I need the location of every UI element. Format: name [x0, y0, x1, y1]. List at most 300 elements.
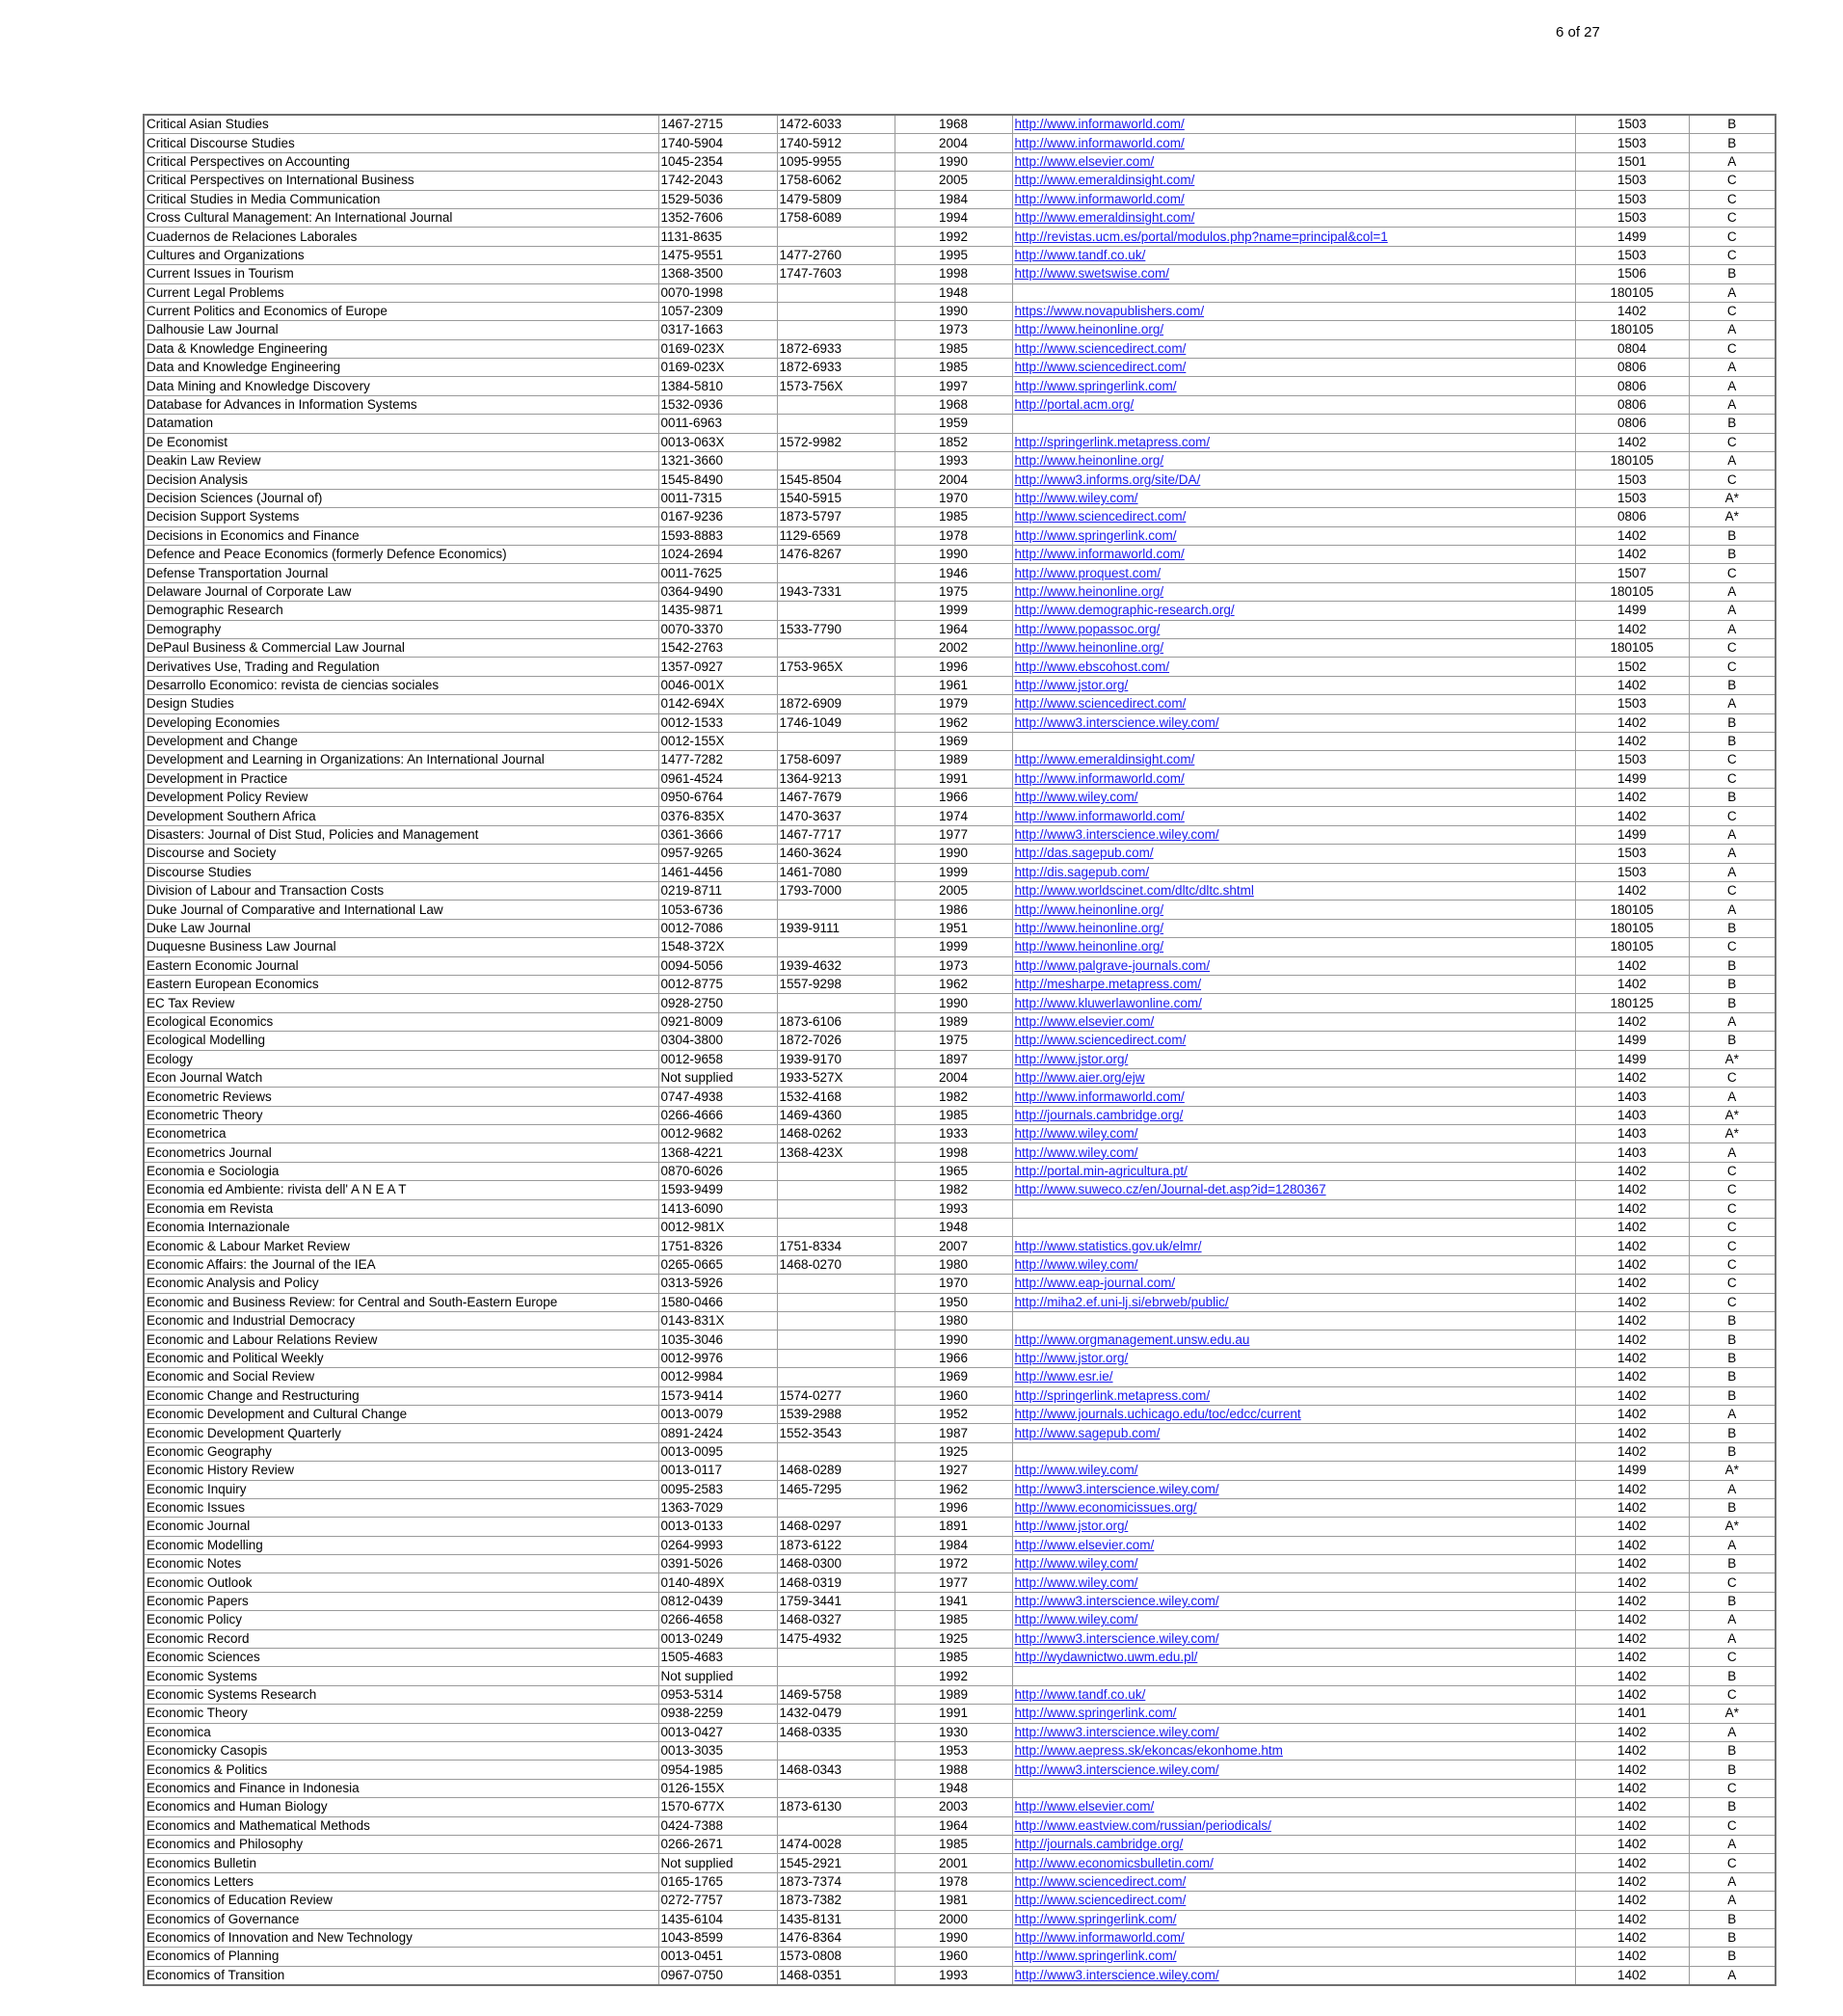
for-code-cell: 1499: [1575, 228, 1689, 246]
website-link[interactable]: http://www.emeraldinsight.com/: [1014, 752, 1195, 767]
journal-title-cell: Economics of Transition: [144, 1966, 658, 1985]
website-cell: [1012, 1816, 1575, 1835]
rank-cell: A: [1689, 695, 1776, 713]
rank-cell: B: [1689, 994, 1776, 1012]
website-link[interactable]: http://www.proquest.com/: [1014, 565, 1162, 580]
website-cell: [1012, 1032, 1575, 1050]
for-code-cell: 1402: [1575, 1498, 1689, 1517]
rank-cell: B: [1689, 1424, 1776, 1442]
eissn-cell: [777, 638, 895, 657]
eissn-cell: 1933-527X: [777, 1068, 895, 1087]
year-cell: 1959: [895, 415, 1012, 433]
for-code-cell: 1402: [1575, 1723, 1689, 1741]
table-row: [144, 283, 1776, 302]
website-link[interactable]: http://www3.interscience.wiley.com/: [1014, 1724, 1219, 1739]
website-cell: [1012, 1498, 1575, 1517]
rank-cell: B: [1689, 526, 1776, 545]
website-link[interactable]: http://www.informaworld.com/: [1014, 1089, 1185, 1104]
eissn-cell: 1939-4632: [777, 956, 895, 975]
table-row: [144, 1555, 1776, 1573]
website-cell: [1012, 134, 1575, 152]
rank-cell: C: [1689, 190, 1776, 208]
website-link[interactable]: http://www.statistics.gov.uk/elmr/: [1014, 1238, 1202, 1253]
website-link[interactable]: http://www.economicissues.org/: [1014, 1500, 1197, 1516]
eissn-cell: [777, 283, 895, 302]
rank-cell: A: [1689, 452, 1776, 470]
website-link[interactable]: http://www.wiley.com/: [1014, 491, 1138, 505]
issn-cell: 1467-2715: [658, 115, 777, 134]
journal-title-cell: Economic History Review: [144, 1462, 658, 1480]
journal-title-cell: Division of Labour and Transaction Costs: [144, 882, 658, 900]
website-link[interactable]: http://www.springerlink.com/: [1014, 1911, 1177, 1926]
table-row: [144, 882, 1776, 900]
website-link[interactable]: http://www.heinonline.org/: [1014, 322, 1164, 337]
table-row: [144, 1629, 1776, 1648]
issn-cell: 0264-9993: [658, 1536, 777, 1554]
website-link[interactable]: http://www.wiley.com/: [1014, 1612, 1138, 1627]
issn-cell: 1475-9551: [658, 246, 777, 264]
website-link[interactable]: http://www.jstor.org/: [1014, 1519, 1129, 1534]
for-code-cell: 1403: [1575, 1125, 1689, 1143]
eissn-cell: [777, 938, 895, 956]
eissn-cell: 1475-4932: [777, 1629, 895, 1648]
website-link[interactable]: http://www.tandf.co.uk/: [1014, 1687, 1146, 1702]
website-cell: [1012, 845, 1575, 863]
website-link[interactable]: http://www.wiley.com/: [1014, 1556, 1138, 1572]
website-link[interactable]: http://www.informaworld.com/: [1014, 770, 1185, 786]
year-cell: 1991: [895, 769, 1012, 788]
website-link[interactable]: http://www.elsevier.com/: [1014, 1013, 1155, 1029]
eissn-cell: [777, 1368, 895, 1386]
issn-cell: 0169-023X: [658, 359, 777, 377]
website-link[interactable]: http://www.informaworld.com/: [1014, 1930, 1185, 1946]
table-row: [144, 582, 1776, 601]
issn-cell: 0012-9984: [658, 1368, 777, 1386]
website-link[interactable]: http://www.heinonline.org/: [1014, 453, 1164, 469]
rank-cell: C: [1689, 302, 1776, 320]
eissn-cell: 1467-7679: [777, 789, 895, 807]
year-cell: 1977: [895, 1573, 1012, 1592]
website-cell: [1012, 452, 1575, 470]
for-code-cell: 1503: [1575, 751, 1689, 769]
for-code-cell: 1402: [1575, 1368, 1689, 1386]
year-cell: 2004: [895, 1068, 1012, 1087]
website-link[interactable]: http://www3.interscience.wiley.com/: [1014, 1630, 1219, 1646]
year-cell: 1978: [895, 1872, 1012, 1891]
website-link[interactable]: http://portal.min-agricultura.pt/: [1014, 1164, 1188, 1179]
journal-title-cell: Economic and Social Review: [144, 1368, 658, 1386]
issn-cell: 0812-0439: [658, 1592, 777, 1610]
issn-cell: 0953-5314: [658, 1685, 777, 1704]
website-link[interactable]: http://www.sciencedirect.com/: [1014, 1033, 1187, 1048]
journal-title-cell: Economia em Revista: [144, 1199, 658, 1218]
issn-cell: 0266-4658: [658, 1611, 777, 1629]
website-link[interactable]: http://dis.sagepub.com/: [1014, 864, 1150, 879]
table-row: [144, 508, 1776, 526]
year-cell: 1998: [895, 1143, 1012, 1162]
website-link[interactable]: http://www.jstor.org/: [1014, 1051, 1129, 1066]
journal-title-cell: Economics & Politics: [144, 1761, 658, 1779]
table-row: [144, 769, 1776, 788]
website-link[interactable]: http://revistas.ucm.es/portal/modulos.php?name=principal&col=1: [1014, 228, 1388, 244]
website-link[interactable]: http://www.heinonline.org/: [1014, 920, 1164, 935]
website-cell: [1012, 1966, 1575, 1985]
journal-title-cell: Economic and Political Weekly: [144, 1349, 658, 1367]
eissn-cell: 1746-1049: [777, 713, 895, 732]
year-cell: 1999: [895, 863, 1012, 881]
table-row: [144, 900, 1776, 919]
eissn-cell: [777, 732, 895, 750]
website-link[interactable]: http://www.springerlink.com/: [1014, 1949, 1177, 1964]
website-cell: [1012, 1629, 1575, 1648]
table-row: [144, 377, 1776, 395]
journal-title-cell: Decisions in Economics and Finance: [144, 526, 658, 545]
website-link[interactable]: http://wydawnictwo.uwm.edu.pl/: [1014, 1650, 1198, 1665]
website-link[interactable]: http://www3.informs.org/site/DA/: [1014, 471, 1201, 487]
year-cell: 1966: [895, 789, 1012, 807]
website-cell: [1012, 1685, 1575, 1704]
journal-title-cell: Economic & Labour Market Review: [144, 1237, 658, 1255]
rank-cell: A*: [1689, 1705, 1776, 1723]
table-row: [144, 321, 1776, 339]
journal-title-cell: Critical Perspectives on Accounting: [144, 152, 658, 171]
table-row: [144, 1386, 1776, 1405]
website-link[interactable]: http://www.elsevier.com/: [1014, 153, 1155, 169]
year-cell: 1960: [895, 1386, 1012, 1405]
year-cell: 1990: [895, 545, 1012, 563]
year-cell: 1978: [895, 526, 1012, 545]
year-cell: 1970: [895, 489, 1012, 507]
table-row: [144, 938, 1776, 956]
issn-cell: 0126-155X: [658, 1779, 777, 1797]
website-cell: [1012, 1892, 1575, 1910]
table-row: [144, 1649, 1776, 1667]
issn-cell: 1580-0466: [658, 1293, 777, 1311]
for-code-cell: 1503: [1575, 190, 1689, 208]
website-link[interactable]: http://www.sagepub.com/: [1014, 1425, 1161, 1440]
website-link[interactable]: http://www.wiley.com/: [1014, 1144, 1138, 1160]
rank-cell: B: [1689, 1761, 1776, 1779]
year-cell: 1985: [895, 1611, 1012, 1629]
website-link[interactable]: http://journals.cambridge.org/: [1014, 1107, 1184, 1122]
year-cell: 1948: [895, 1779, 1012, 1797]
website-cell: [1012, 1424, 1575, 1442]
website-link[interactable]: http://www.emeraldinsight.com/: [1014, 210, 1195, 226]
year-cell: 1980: [895, 1255, 1012, 1274]
table-row: [144, 190, 1776, 208]
for-code-cell: 1402: [1575, 1442, 1689, 1461]
website-link[interactable]: http://www.ebscohost.com/: [1014, 659, 1170, 674]
journal-title-cell: Duke Journal of Comparative and International Law: [144, 900, 658, 919]
rank-cell: C: [1689, 1573, 1776, 1592]
table-row: [144, 1368, 1776, 1386]
year-cell: 1985: [895, 1106, 1012, 1124]
website-link[interactable]: http://www.suweco.cz/en/Journal-det.asp?id=1280367: [1014, 1182, 1326, 1197]
table-row: [144, 1741, 1776, 1760]
website-link[interactable]: http://www3.interscience.wiley.com/: [1014, 1761, 1219, 1777]
year-cell: 1991: [895, 1705, 1012, 1723]
table-row: [144, 564, 1776, 582]
journal-title-cell: Duke Law Journal: [144, 919, 658, 937]
website-link[interactable]: http://das.sagepub.com/: [1014, 846, 1154, 861]
eissn-cell: [777, 1816, 895, 1835]
website-link[interactable]: http://www.swetswise.com/: [1014, 266, 1170, 282]
rank-cell: C: [1689, 1219, 1776, 1237]
rank-cell: A: [1689, 620, 1776, 638]
journal-title-cell: Current Legal Problems: [144, 283, 658, 302]
eissn-cell: 1557-9298: [777, 975, 895, 993]
website-cell: [1012, 695, 1575, 713]
website-link[interactable]: http://www.popassoc.org/: [1014, 621, 1161, 636]
for-code-cell: 1402: [1575, 1685, 1689, 1704]
journal-title-cell: Defense Transportation Journal: [144, 564, 658, 582]
website-link[interactable]: http://miha2.ef.uni-lj.si/ebrweb/public/: [1014, 1294, 1229, 1309]
issn-cell: 0376-835X: [658, 807, 777, 825]
website-link[interactable]: http://www.sciencedirect.com/: [1014, 696, 1187, 712]
website-link[interactable]: http://www.informaworld.com/: [1014, 808, 1185, 823]
website-cell: [1012, 433, 1575, 451]
rank-cell: B: [1689, 1741, 1776, 1760]
issn-cell: 1057-2309: [658, 302, 777, 320]
year-cell: 1989: [895, 751, 1012, 769]
table-row: [144, 1910, 1776, 1928]
website-link[interactable]: http://www.elsevier.com/: [1014, 1799, 1155, 1814]
for-code-cell: 1402: [1575, 1779, 1689, 1797]
rank-cell: B: [1689, 1667, 1776, 1685]
website-link[interactable]: http://www.orgmanagement.unsw.edu.au: [1014, 1331, 1250, 1347]
website-cell: [1012, 1462, 1575, 1480]
eissn-cell: 1470-3637: [777, 807, 895, 825]
year-cell: 1989: [895, 1012, 1012, 1031]
year-cell: 1972: [895, 1555, 1012, 1573]
website-link[interactable]: http://www.economicsbulletin.com/: [1014, 1855, 1214, 1870]
table-row: [144, 1798, 1776, 1816]
table-row: [144, 1237, 1776, 1255]
rank-cell: C: [1689, 1649, 1776, 1667]
eissn-cell: [777, 994, 895, 1012]
table-row: [144, 1275, 1776, 1293]
website-link[interactable]: http://www.informaworld.com/: [1014, 117, 1185, 132]
issn-cell: 1593-9499: [658, 1181, 777, 1199]
journal-title-cell: Economia e Sociologia: [144, 1162, 658, 1180]
table-row: [144, 1948, 1776, 1966]
journal-title-cell: Cultures and Organizations: [144, 246, 658, 264]
website-link[interactable]: http://www.sciencedirect.com/: [1014, 340, 1187, 356]
website-link[interactable]: http://www.heinonline.org/: [1014, 583, 1164, 599]
website-link[interactable]: http://springerlink.metapress.com/: [1014, 434, 1211, 449]
for-code-cell: 1402: [1575, 1293, 1689, 1311]
eissn-cell: 1468-0262: [777, 1125, 895, 1143]
website-link[interactable]: http://www.emeraldinsight.com/: [1014, 173, 1195, 188]
rank-cell: C: [1689, 172, 1776, 190]
year-cell: 2007: [895, 1237, 1012, 1255]
year-cell: 1987: [895, 1424, 1012, 1442]
journal-title-cell: Economic and Business Review: for Central and South-Eastern Europe: [144, 1293, 658, 1311]
website-link[interactable]: http://www3.interscience.wiley.com/: [1014, 1967, 1219, 1982]
issn-cell: 0011-7315: [658, 489, 777, 507]
year-cell: 1996: [895, 658, 1012, 676]
for-code-cell: 1402: [1575, 1405, 1689, 1423]
rank-cell: B: [1689, 919, 1776, 937]
website-link[interactable]: http://www.tandf.co.uk/: [1014, 247, 1146, 262]
eissn-cell: 1758-6097: [777, 751, 895, 769]
rank-cell: C: [1689, 1685, 1776, 1704]
website-cell: [1012, 582, 1575, 601]
website-link[interactable]: http://www.elsevier.com/: [1014, 1537, 1155, 1552]
website-link[interactable]: http://www.wiley.com/: [1014, 790, 1138, 805]
year-cell: 1925: [895, 1442, 1012, 1461]
issn-cell: 1321-3660: [658, 452, 777, 470]
journal-title-cell: Economics and Human Biology: [144, 1798, 658, 1816]
issn-cell: 0013-3035: [658, 1741, 777, 1760]
year-cell: 1994: [895, 208, 1012, 227]
journal-title-cell: Decision Analysis: [144, 470, 658, 489]
for-code-cell: 1402: [1575, 1386, 1689, 1405]
table-row: [144, 302, 1776, 320]
for-code-cell: 1403: [1575, 1143, 1689, 1162]
website-link[interactable]: http://www3.interscience.wiley.com/: [1014, 1481, 1219, 1496]
rank-cell: A: [1689, 152, 1776, 171]
website-cell: [1012, 1143, 1575, 1162]
eissn-cell: [777, 1219, 895, 1237]
year-cell: 1984: [895, 1536, 1012, 1554]
issn-cell: 0094-5056: [658, 956, 777, 975]
website-link[interactable]: http://www.wiley.com/: [1014, 1257, 1138, 1273]
website-link[interactable]: http://www.springerlink.com/: [1014, 527, 1177, 543]
website-link[interactable]: http://www.heinonline.org/: [1014, 939, 1164, 954]
website-link[interactable]: http://journals.cambridge.org/: [1014, 1837, 1184, 1852]
issn-cell: 0967-0750: [658, 1966, 777, 1985]
rank-cell: B: [1689, 415, 1776, 433]
website-link[interactable]: http://www.informaworld.com/: [1014, 547, 1185, 562]
issn-cell: 0266-4666: [658, 1106, 777, 1124]
website-link[interactable]: http://www3.interscience.wiley.com/: [1014, 1594, 1219, 1609]
website-cell: [1012, 789, 1575, 807]
website-link[interactable]: http://www.aepress.sk/ekoncas/ekonhome.htm: [1014, 1743, 1283, 1759]
table-row: [144, 1892, 1776, 1910]
website-link[interactable]: http://www.jstor.org/: [1014, 1350, 1129, 1365]
website-link[interactable]: http://www.wiley.com/: [1014, 1574, 1138, 1590]
website-link[interactable]: http://www.sciencedirect.com/: [1014, 1893, 1187, 1908]
journal-title-cell: Economic Policy: [144, 1611, 658, 1629]
table-row: [144, 1518, 1776, 1536]
issn-cell: 0961-4524: [658, 769, 777, 788]
journal-title-cell: Econometric Reviews: [144, 1088, 658, 1106]
issn-cell: 0046-001X: [658, 676, 777, 694]
website-link[interactable]: http://www.aier.org/ejw: [1014, 1070, 1145, 1086]
website-link[interactable]: http://portal.acm.org/: [1014, 397, 1135, 413]
website-link[interactable]: http://www.wiley.com/: [1014, 1126, 1138, 1142]
year-cell: 1990: [895, 1331, 1012, 1349]
table-row: [144, 359, 1776, 377]
journal-title-cell: Development in Practice: [144, 769, 658, 788]
table-row: [144, 1966, 1776, 1985]
rank-cell: B: [1689, 1331, 1776, 1349]
issn-cell: 1043-8599: [658, 1928, 777, 1947]
website-link[interactable]: http://www.heinonline.org/: [1014, 901, 1164, 917]
website-link[interactable]: http://www.demographic-research.org/: [1014, 603, 1235, 618]
rank-cell: A*: [1689, 1462, 1776, 1480]
website-link[interactable]: https://www.novapublishers.com/: [1014, 304, 1205, 319]
website-link[interactable]: http://www3.interscience.wiley.com/: [1014, 827, 1219, 843]
website-cell: [1012, 1910, 1575, 1928]
website-cell: [1012, 1219, 1575, 1237]
year-cell: 1986: [895, 900, 1012, 919]
website-link[interactable]: http://springerlink.metapress.com/: [1014, 1387, 1211, 1403]
website-link[interactable]: http://www.esr.ie/: [1014, 1369, 1113, 1384]
year-cell: 1985: [895, 359, 1012, 377]
website-cell: [1012, 265, 1575, 283]
website-link[interactable]: http://www.wiley.com/: [1014, 1463, 1138, 1478]
year-cell: 2004: [895, 470, 1012, 489]
website-link[interactable]: http://www.springerlink.com/: [1014, 1706, 1177, 1721]
website-cell: [1012, 676, 1575, 694]
year-cell: 2003: [895, 1798, 1012, 1816]
table-row: [144, 1835, 1776, 1853]
issn-cell: 0012-1533: [658, 713, 777, 732]
rank-cell: A: [1689, 1405, 1776, 1423]
table-row: [144, 172, 1776, 190]
year-cell: 1852: [895, 433, 1012, 451]
for-code-cell: 1402: [1575, 1854, 1689, 1872]
issn-cell: 1384-5810: [658, 377, 777, 395]
website-link[interactable]: http://www3.interscience.wiley.com/: [1014, 714, 1219, 730]
website-link[interactable]: http://www.informaworld.com/: [1014, 191, 1185, 206]
eissn-cell: 1476-8364: [777, 1928, 895, 1947]
rank-cell: C: [1689, 433, 1776, 451]
table-row: [144, 713, 1776, 732]
website-cell: [1012, 1106, 1575, 1124]
rank-cell: B: [1689, 975, 1776, 993]
for-code-cell: 1503: [1575, 134, 1689, 152]
rank-cell: C: [1689, 1816, 1776, 1835]
rank-cell: C: [1689, 658, 1776, 676]
issn-cell: 0013-0079: [658, 1405, 777, 1423]
website-link[interactable]: http://www.kluwerlawonline.com/: [1014, 995, 1202, 1010]
eissn-cell: 1476-8267: [777, 545, 895, 563]
rank-cell: C: [1689, 1255, 1776, 1274]
year-cell: 1969: [895, 1368, 1012, 1386]
website-link[interactable]: http://www.eastview.com/russian/periodicals/: [1014, 1817, 1271, 1833]
website-link[interactable]: http://www.jstor.org/: [1014, 677, 1129, 692]
website-link[interactable]: http://www.eap-journal.com/: [1014, 1276, 1176, 1291]
website-link[interactable]: http://www.worldscinet.com/dltc/dltc.shtml: [1014, 883, 1254, 899]
issn-cell: 1435-9871: [658, 602, 777, 620]
year-cell: 1933: [895, 1125, 1012, 1143]
website-link[interactable]: http://www.sciencedirect.com/: [1014, 360, 1187, 375]
website-link[interactable]: http://www.palgrave-journals.com/: [1014, 957, 1211, 973]
eissn-cell: 1573-756X: [777, 377, 895, 395]
rank-cell: A: [1689, 1012, 1776, 1031]
rank-cell: B: [1689, 115, 1776, 134]
table-row: [144, 452, 1776, 470]
website-link[interactable]: http://www.sciencedirect.com/: [1014, 509, 1187, 524]
journal-title-cell: Decision Support Systems: [144, 508, 658, 526]
journal-title-cell: Decision Sciences (Journal of): [144, 489, 658, 507]
website-link[interactable]: http://www.informaworld.com/: [1014, 135, 1185, 150]
table-row: [144, 1405, 1776, 1423]
website-link[interactable]: http://www.heinonline.org/: [1014, 640, 1164, 656]
website-link[interactable]: http://www.journals.uchicago.edu/toc/edcc/current: [1014, 1407, 1301, 1422]
eissn-cell: [777, 1779, 895, 1797]
website-link[interactable]: http://mesharpe.metapress.com/: [1014, 977, 1202, 992]
table-row: [144, 1143, 1776, 1162]
website-cell: [1012, 152, 1575, 171]
website-link[interactable]: http://www.springerlink.com/: [1014, 378, 1177, 393]
website-link[interactable]: http://www.sciencedirect.com/: [1014, 1873, 1187, 1889]
year-cell: 1993: [895, 1199, 1012, 1218]
rank-cell: C: [1689, 638, 1776, 657]
